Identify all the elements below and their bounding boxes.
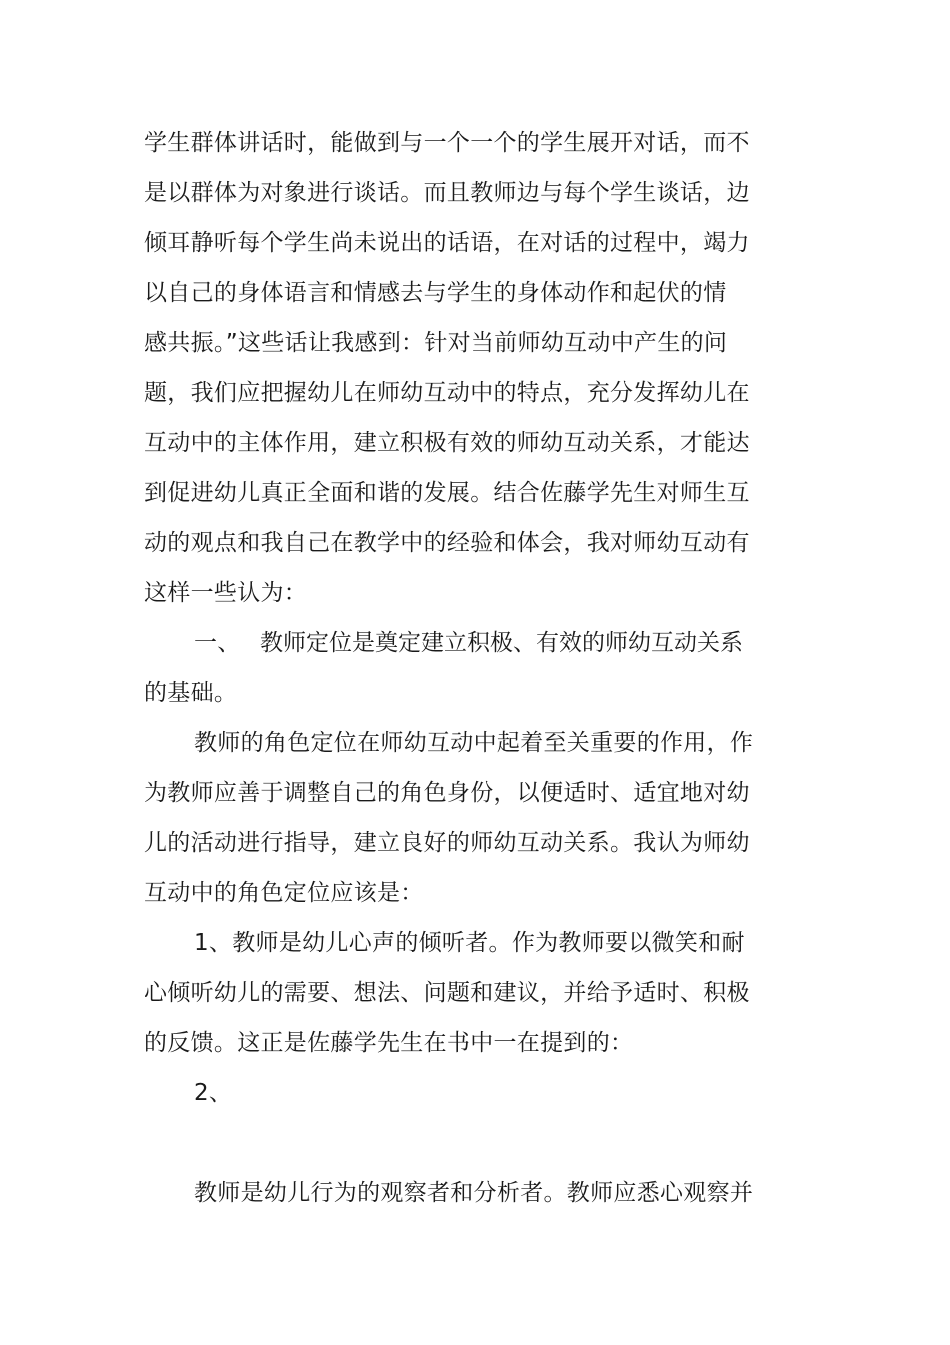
body-text-line: 到促进幼儿真正全面和谐的发展。结合佐藤学先生对师生互 xyxy=(144,480,750,506)
body-text-line: 这样一些认为： xyxy=(144,580,308,606)
body-text-line: 题，我们应把握幼儿在师幼互动中的特点，充分发挥幼儿在 xyxy=(144,380,750,406)
body-text-line: 感共振。”这些话让我感到：针对当前师幼互动中产生的问 xyxy=(144,330,728,356)
section-number: 一、 xyxy=(194,630,241,656)
list-item-2-text: 教师是幼儿行为的观察者和分析者。教师应悉心观察并 xyxy=(194,1180,754,1206)
body-text-line: 心倾听幼儿的需要、想法、问题和建议，并给予适时、积极 xyxy=(144,980,750,1006)
body-text-line: 儿的活动进行指导，建立良好的师幼互动关系。我认为师幼 xyxy=(144,830,750,856)
section-heading: 教师定位是奠定建立积极、有效的师幼互动关系 xyxy=(260,630,743,656)
body-text-line: 倾耳静听每个学生尚未说出的话语，在对话的过程中，竭力 xyxy=(144,230,750,256)
section-heading-continued: 的基础。 xyxy=(144,680,238,706)
body-text-line: 为教师应善于调整自己的角色身份，以便适时、适宜地对幼 xyxy=(144,780,750,806)
list-item-2-number: 2、 xyxy=(194,1080,233,1106)
body-text-line: 学生群体讲话时，能做到与一个一个的学生展开对话，而不 xyxy=(144,130,750,156)
body-text-line: 动的观点和我自己在教学中的经验和体会，我对师幼互动有 xyxy=(144,530,750,556)
body-text-line: 的反馈。这正是佐藤学先生在书中一在提到的： xyxy=(144,1030,634,1056)
body-text-line: 以自己的身体语言和情感去与学生的身体动作和起伏的情 xyxy=(144,280,727,306)
body-text-line: 互动中的角色定位应该是： xyxy=(144,880,424,906)
body-text-line: 互动中的主体作用，建立积极有效的师幼互动关系，才能达 xyxy=(144,430,750,456)
paragraph-first-line: 教师的角色定位在师幼互动中起着至关重要的作用，作 xyxy=(194,730,754,756)
body-text-line: 是以群体为对象进行谈话。而且教师边与每个学生谈话，边 xyxy=(144,180,750,206)
list-item-1: 1、教师是幼儿心声的倾听者。作为教师要以微笑和耐 xyxy=(194,930,745,956)
